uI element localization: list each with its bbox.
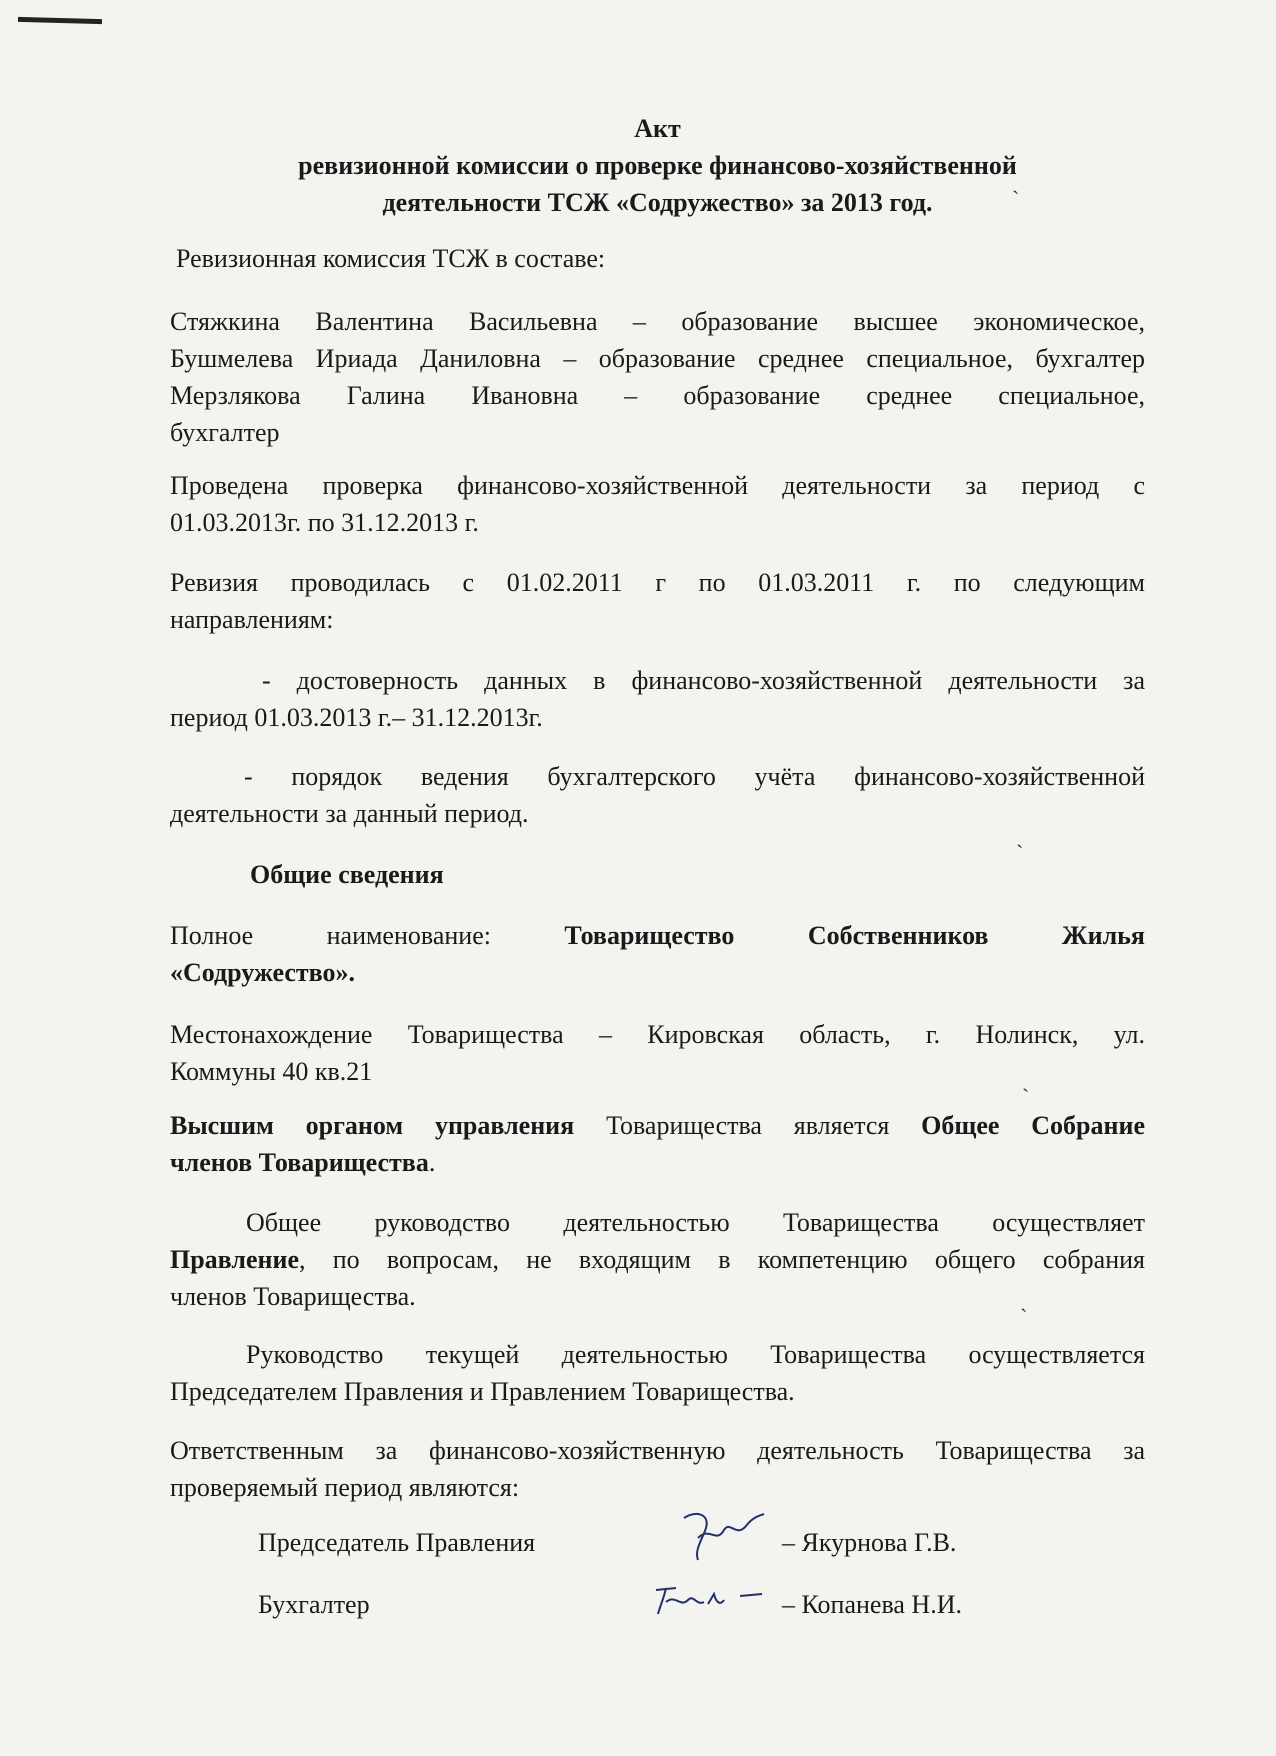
tick-mark: ` <box>1012 186 1020 211</box>
item1-line-1: - достоверность данных в финансово-хозяйственной деятельности за <box>262 666 1145 695</box>
full-name-value-1: Товарищество Собственников Жилья <box>564 921 1145 950</box>
item2-line-1: - порядок ведения бухгалтерского учёта финансово-хозяйственной <box>244 762 1145 791</box>
item1-line-2: период 01.03.2013 г.– 31.12.2013г. <box>170 703 543 732</box>
member-2: Бушмелева Ириада Даниловна – образование среднее специальное, бухгалтер <box>170 344 1145 373</box>
full-name-value-2: «Содружество». <box>170 958 355 987</box>
location-line-1: Местонахождение Товарищества – Кировская область, г. Нолинск, ул. <box>170 1020 1145 1049</box>
revision-line-2: направлениям: <box>170 605 334 634</box>
governance-p1-mid: Товарищества является <box>574 1111 922 1140</box>
title-line-2: ревизионной комиссии о проверке финансово-хозяйственной <box>298 151 1017 180</box>
commission-intro: Ревизионная комиссия ТСЖ в составе: <box>176 244 606 273</box>
governance-p4-line-2: проверяемый период являются: <box>170 1473 520 1502</box>
governance-p3 <box>170 1336 1145 1410</box>
item2-line-2: деятельности за данный период. <box>170 799 529 828</box>
direction-item-1 <box>170 662 1145 736</box>
governance-p2-line-2 <box>170 1241 1145 1278</box>
revision-line-1: Ревизия проводилась с 01.02.2011 г по 01.03.2011 г. по следующим <box>170 568 1145 597</box>
check-line-2: 01.03.2013г. по 31.12.2013 г. <box>170 508 479 537</box>
check-line-1: Проведена проверка финансово-хозяйственной деятельности за период с <box>170 471 1145 500</box>
governance-p3-line-2: Председателем Правления и Правлением Товарищества. <box>170 1377 795 1406</box>
governance-p1-end: . <box>428 1148 436 1177</box>
location-line-2: Коммуны 40 кв.21 <box>170 1057 373 1086</box>
revision-paragraph <box>170 564 1145 638</box>
accountant-name: – Копанева Н.И. <box>782 1590 962 1619</box>
accountant-signature <box>650 1580 768 1620</box>
chair-role: Председатель Правления <box>258 1528 536 1557</box>
governance-p2 <box>170 1204 1145 1315</box>
direction-item-2 <box>170 758 1145 832</box>
highest-body-label: Высшим органом управления <box>170 1111 575 1140</box>
top-edge-mark <box>18 17 102 24</box>
member-1: Стяжкина Валентина Васильевна – образование высшее экономическое, <box>170 307 1145 336</box>
governance-p2-line-1: Общее руководство деятельностью Товарищества осуществляет <box>246 1208 1145 1237</box>
governance-p2-rest: , по вопросам, не входящим в компетенцию общего собрания <box>299 1245 1145 1274</box>
governance-p4 <box>170 1432 1145 1506</box>
board-label: Правление <box>170 1245 300 1274</box>
members-label: членов Товарищества <box>170 1148 429 1177</box>
accountant-role: Бухгалтер <box>258 1590 370 1619</box>
governance-p1-line-1 <box>170 1107 1145 1144</box>
full-name-label: Полное наименование: <box>170 921 491 950</box>
general-heading: Общие сведения <box>250 860 444 889</box>
governance-p1-line-2 <box>170 1144 1145 1181</box>
governance-p3-line-1: Руководство текущей деятельностью Товарищества осуществляется <box>246 1340 1145 1369</box>
chair-signature <box>676 1508 768 1568</box>
tick-mark: ` <box>1020 1304 1028 1329</box>
tick-mark: ` <box>1022 1084 1030 1109</box>
title-line-1: Акт <box>634 114 681 143</box>
title-line-3: деятельности ТСЖ «Содружество» за 2013 год. <box>382 188 933 217</box>
location-paragraph <box>170 1016 1145 1090</box>
full-name-line-1 <box>170 917 1145 954</box>
full-name-paragraph <box>170 917 1145 991</box>
chair-name: – Якурнова Г.В. <box>782 1528 957 1557</box>
governance-p1 <box>170 1107 1145 1181</box>
member-3: Мерзлякова Галина Ивановна – образование среднее специальное, <box>170 381 1145 410</box>
general-assembly-label: Общее Собрание <box>921 1111 1145 1140</box>
governance-p4-line-1: Ответственным за финансово-хозяйственную деятельность Товарищества за <box>170 1436 1145 1465</box>
check-paragraph <box>170 467 1145 541</box>
commission-members <box>170 303 1145 451</box>
tick-mark: ` <box>1016 840 1024 865</box>
doc-title <box>170 110 1145 221</box>
member-3-cont: бухгалтер <box>170 418 280 447</box>
governance-p2-line-3: членов Товарищества. <box>170 1282 416 1311</box>
